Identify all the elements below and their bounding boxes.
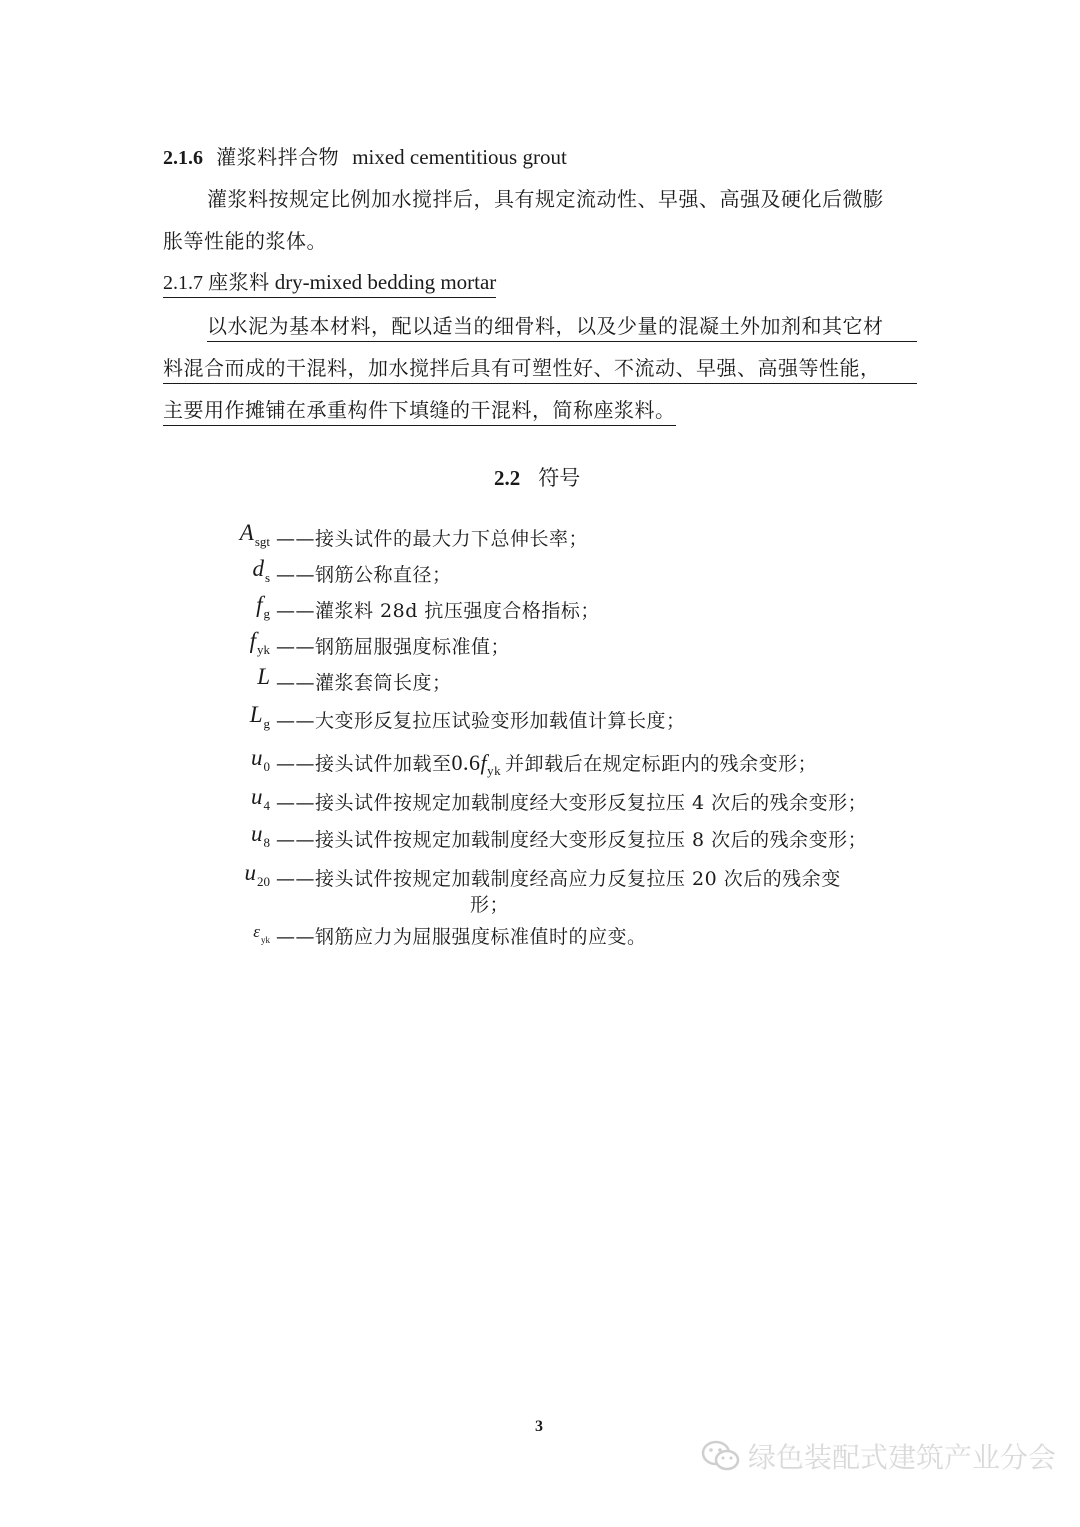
symbol-row — [150, 918, 930, 954]
symbol: $d_s$ — [252, 556, 270, 585]
clause-2-1-7-text-line3: 主要用作摊铺在承重构件下填缝的干混料，简称座浆料。 — [163, 394, 676, 426]
symbol: L — [257, 664, 270, 689]
symbol: $u_4$ — [251, 784, 270, 813]
symbol: $f_{yk}$ — [249, 628, 270, 657]
symbol: $u_{20}$ — [244, 860, 270, 889]
symbol-row — [150, 860, 930, 920]
clause-number: 2.1.6 — [163, 147, 203, 169]
symbol-row — [150, 520, 930, 556]
clause-title-en: dry-mixed bedding mortar — [274, 270, 497, 294]
symbol: $f_g$ — [256, 592, 270, 621]
wechat-icon — [700, 1439, 742, 1473]
clause-2-1-6-heading — [163, 141, 567, 170]
symbol-description: ——钢筋应力为屈服强度标准值时的应变。 — [276, 926, 647, 948]
clause-2-1-7-heading — [163, 266, 496, 298]
symbol-description: ——灌浆料 28d 抗压强度合格指标； — [276, 600, 600, 622]
clause-2-1-6-text-line2: 胀等性能的浆体。 — [163, 229, 327, 253]
symbol-description: ——灌浆套筒长度； — [276, 672, 452, 694]
watermark-text: 绿色装配式建筑产业分会 — [748, 1441, 1057, 1474]
symbol-description: ——接头试件的最大力下总伸长率； — [276, 528, 589, 550]
clause-number: 2.1.7 — [163, 272, 203, 294]
clause-title-cn: 灌浆料拌合物 — [216, 145, 340, 169]
clause-2-1-7-text-line2: 料混合而成的干混料，加水搅拌后具有可塑性好、不流动、早强、高强等性能， — [163, 352, 917, 384]
symbol-description-continued: 形； — [470, 894, 510, 916]
symbol-row — [150, 628, 930, 664]
symbol-row — [150, 745, 930, 781]
symbol-row — [150, 592, 930, 628]
symbol-description: ——接头试件加载至$0.6f_{yk}$ 并卸载后在规定标距内的残余变形； — [276, 750, 818, 778]
section-title — [494, 462, 580, 492]
symbol-description: ——钢筋公称直径； — [276, 564, 452, 586]
page-number: 3 — [535, 1418, 543, 1435]
symbol: $u_8$ — [251, 821, 270, 850]
clause-title-cn: 座浆料 — [208, 270, 270, 294]
symbol-description: ——大变形反复拉压试验变形加载值计算长度； — [276, 710, 686, 732]
section-number: 2.2 — [494, 466, 521, 490]
symbol-row — [150, 702, 930, 738]
section-title-text: 符号 — [538, 466, 581, 490]
symbol: $L_g$ — [249, 702, 270, 731]
clause-2-1-7-text-line1: 以水泥为基本材料，配以适当的细骨料，以及少量的混凝土外加剂和其它材 — [207, 310, 917, 342]
symbol: $\varepsilon_{yk}$ — [253, 922, 270, 945]
symbol-row — [150, 664, 930, 700]
symbol-description: ——接头试件按规定加载制度经大变形反复拉压 4 次后的残余变形； — [276, 792, 868, 814]
clause-title-en: mixed cementitious grout — [352, 145, 567, 169]
clause-2-1-6-text-line1: 灌浆料按规定比例加水搅拌后，具有规定流动性、早强、高强及硬化后微膨 — [207, 187, 884, 211]
watermark — [700, 1436, 1056, 1476]
symbol-row — [150, 821, 930, 857]
symbol-row — [150, 556, 930, 592]
symbol-description: ——钢筋屈服强度标准值； — [276, 636, 511, 658]
symbol: $A_{sgt}$ — [239, 520, 270, 549]
symbol-description: ——接头试件按规定加载制度经大变形反复拉压 8 次后的残余变形； — [276, 829, 868, 851]
symbol-description: ——接头试件按规定加载制度经高应力反复拉压 20 次后的残余变 — [276, 868, 841, 890]
symbol: $u_0$ — [251, 745, 270, 774]
symbol-row — [150, 784, 930, 820]
